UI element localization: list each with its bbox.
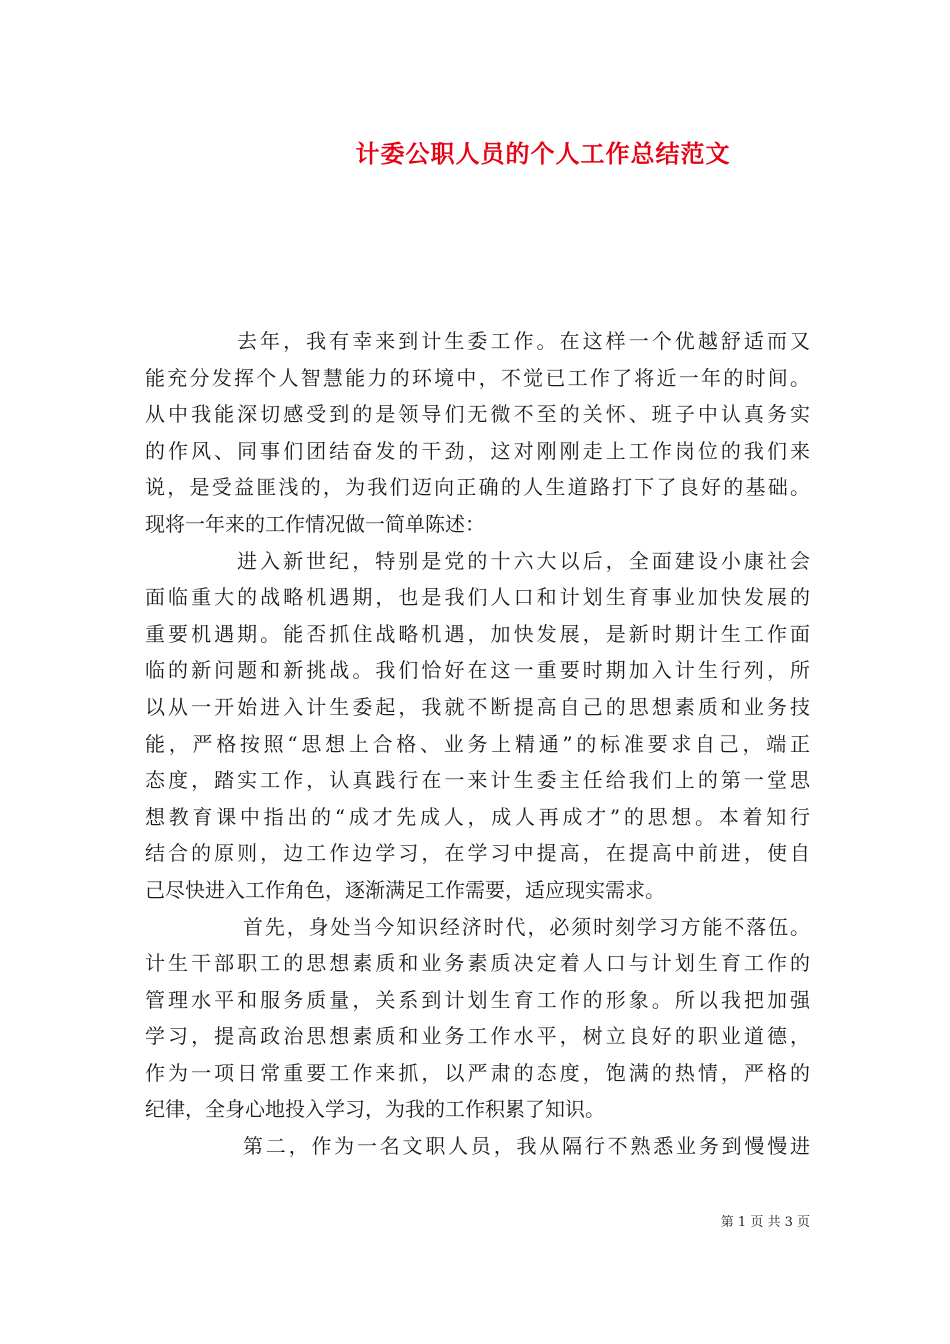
text-line: 第二，作为一名文职人员，我从隔行不熟悉业务到慢慢进	[243, 1134, 810, 1159]
page-number-footer: 第 1 页 共 3 页	[720, 1215, 810, 1230]
text-line: 面临重大的战略机遇期，也是我们人口和计划生育事业加快发展的	[145, 585, 810, 610]
text-line: 去年，我有幸来到计生委工作。在这样一个优越舒适而又	[237, 329, 810, 353]
document-body	[145, 323, 810, 1165]
document-title: 计委公职人员的个人工作总结范文	[355, 139, 731, 168]
text-line: 说，是受益匪浅的，为我们迈向正确的人生道路打下了良好的基础。	[145, 475, 810, 500]
text-line: 临的新问题和新挑战。我们恰好在这一重要时期加入计生行列，所	[145, 658, 810, 683]
text-line: 以从一开始进入计生委起，我就不断提高自己的思想素质和业务技	[145, 694, 810, 719]
text-line: 管理水平和服务质量，关系到计划生育工作的形象。所以我把加强	[145, 987, 810, 1012]
text-line: 的作风、同事们团结奋发的干劲，这对刚刚走上工作岗位的我们来	[145, 438, 810, 463]
text-line: 态度，踏实工作，认真践行在一来计生委主任给我们上的第一堂思	[145, 768, 810, 793]
text-line: 从中我能深切感受到的是领导们无微不至的关怀、班子中认真务实	[145, 402, 810, 427]
text-line: 作为一项日常重要工作来抓，以严肃的态度，饱满的热情，严格的	[145, 1060, 810, 1085]
text-line: 现将一年来的工作情况做一简单陈述：	[145, 511, 485, 536]
text-line: 学习，提高政治思想素质和业务工作水平，树立良好的职业道德，	[145, 1024, 810, 1049]
text-line: 能，严格按照“思想上合格、业务上精通”的标准要求自己，端正	[145, 731, 810, 756]
text-line: 纪律，全身心地投入学习，为我的工作积累了知识。	[145, 1097, 605, 1122]
text-line: 重要机遇期。能否抓住战略机遇，加快发展，是新时期计生工作面	[145, 621, 810, 646]
text-line: 结合的原则，边工作边学习，在学习中提高，在提高中前进，使自	[145, 841, 810, 866]
text-line: 进入新世纪，特别是党的十六大以后，全面建设小康社会	[237, 548, 810, 573]
text-line: 想教育课中指出的“成才先成人，成人再成才”的思想。本着知行	[145, 804, 810, 829]
text-line: 能充分发挥个人智慧能力的环境中，不觉已工作了将近一年的时间。	[145, 365, 810, 390]
text-line: 己尽快进入工作角色，逐渐满足工作需要，适应现实需求。	[145, 877, 665, 902]
text-line: 计生干部职工的思想素质和业务素质决定着人口与计划生育工作的	[145, 951, 810, 976]
text-line: 首先，身处当今知识经济时代，必须时刻学习方能不落伍。	[243, 914, 810, 939]
